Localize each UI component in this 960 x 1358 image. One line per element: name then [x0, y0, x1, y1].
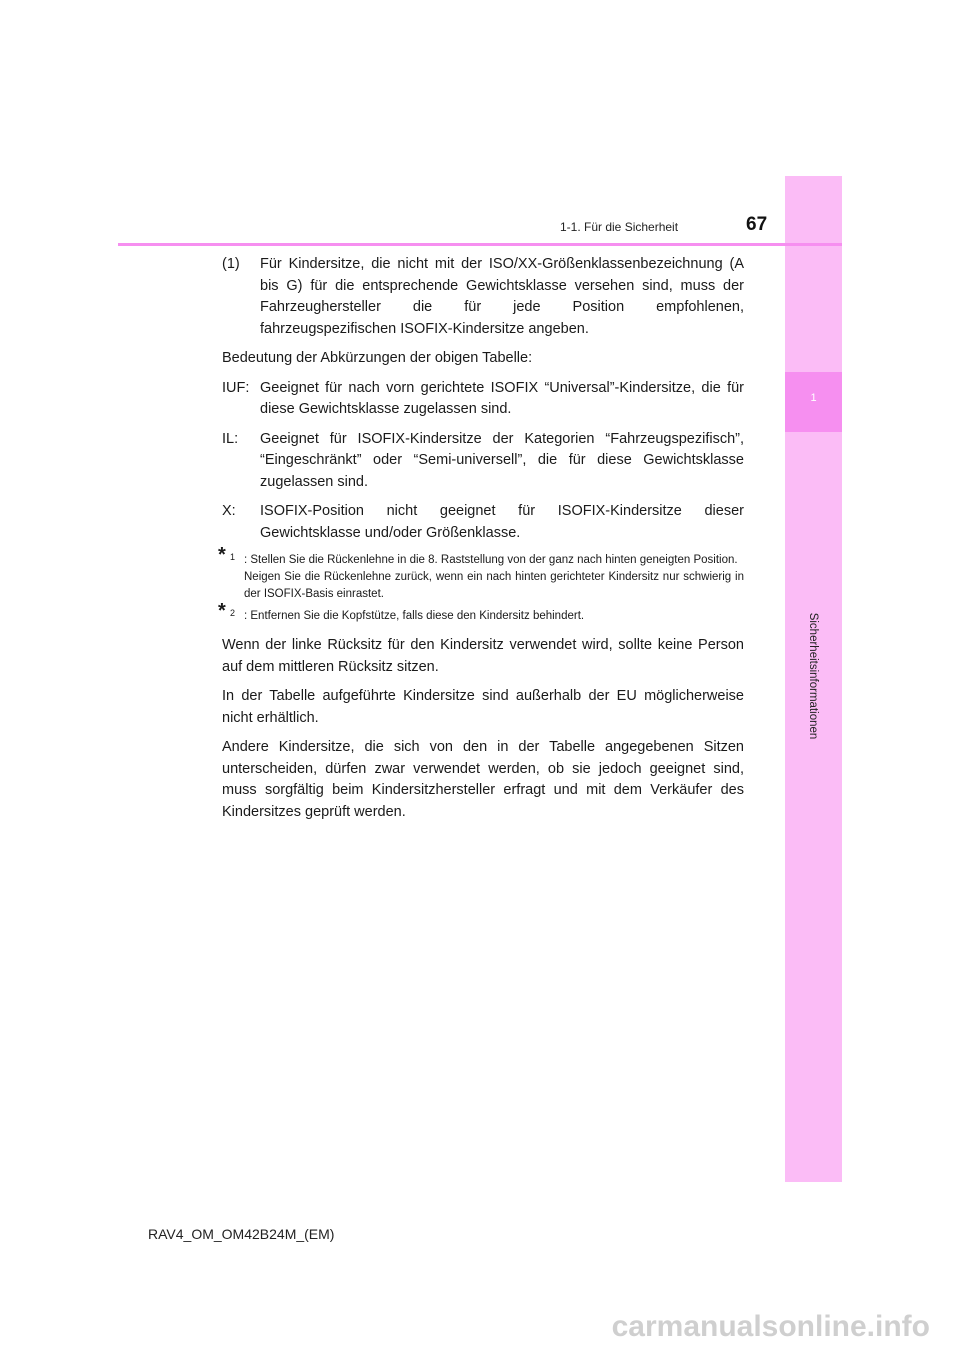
- section-title: 1-1. Für die Sicherheit: [560, 220, 679, 234]
- footnote-text: : Stellen Sie die Rückenlehne in die 8. Raststellung von der ganz nach hinten geneigten Position.: [244, 554, 738, 566]
- chapter-sidetab: [785, 176, 842, 1182]
- footnote-2: [218, 600, 744, 625]
- abbreviation-x: [222, 501, 744, 544]
- footnote-1: [218, 544, 744, 603]
- abbreviation-label: X:: [222, 503, 236, 519]
- document-code: RAV4_OM_OM42B24M_(EM): [148, 1226, 335, 1242]
- item-label: (1): [222, 256, 240, 272]
- footnote-text: : Entfernen Sie die Kopfstütze, falls diese den Kindersitz behindert.: [244, 610, 585, 622]
- abbreviation-text: Geeignet für ISOFIX-Kindersitze der Kategorien “Fahrzeugspezifisch”, “Eingeschränkt” oder “Semi-universell”, die für diese Gewichtsklasse zugelassen sind.: [260, 430, 744, 490]
- footnote-mark: [218, 600, 244, 625]
- abbreviation-label: IUF:: [222, 379, 250, 396]
- paragraph: Wenn der linke Rücksitz für den Kindersitz verwendet wird, sollte keine Person auf dem mittleren Rücksitz sitzen.: [222, 637, 744, 675]
- chapter-title: Sicherheitsinformationen: [807, 612, 819, 740]
- abbreviation-label: IL:: [222, 430, 239, 447]
- item-text: Für Kindersitze, die nicht mit der ISO/XX-Größenklassenbezeichnung (A bis G) für die entsprechende Gewichtsklasse versehen sind, muss der Fahrzeughersteller die für jede Position empfohlenen, fahrzeugspezifischen ISOFIX-Kindersitze angeben.: [260, 256, 744, 337]
- list-item: [222, 254, 744, 340]
- abbreviation-il: [222, 429, 744, 494]
- header-rule: [118, 243, 842, 246]
- page-body: [218, 254, 744, 831]
- abbreviation-text: ISOFIX-Position nicht geeignet für ISOFIX-Kindersitze dieser Gewichtsklasse und/oder Größenklasse.: [260, 503, 744, 541]
- footnotes: [218, 544, 744, 625]
- abbreviation-text: Geeignet für nach vorn gerichtete ISOFIX “Universal”-Kindersitze, die für diese Gewichtsklasse zugelassen sind.: [260, 379, 744, 417]
- paragraph: In der Tabelle aufgeführte Kindersitze sind außerhalb der EU möglicherweise nicht erhältlich.: [222, 688, 744, 726]
- footnote-text-continued: Neigen Sie die Rückenlehne zurück, wenn ein nach hinten gerichteter Kindersitz nur schwierig in der ISOFIX-Basis einrastet.: [244, 571, 744, 600]
- legend-title: Bedeutung der Abkürzungen der obigen Tabelle:: [222, 350, 533, 366]
- chapter-marker: [785, 372, 842, 432]
- chapter-number: 1: [810, 392, 817, 404]
- footnote-number: 1: [230, 552, 236, 562]
- watermark: carmanualsonline.info: [611, 1310, 930, 1343]
- footnote-mark: [218, 544, 244, 603]
- asterisk-icon: *: [218, 544, 226, 566]
- abbreviation-iuf: [222, 378, 744, 421]
- paragraph: Andere Kindersitze, die sich von den in der Tabelle angegebenen Sitzen unterscheiden, dürfen zwar verwendet werden, ob sie jedoch geeignet sind, muss sorgfältig beim Kindersitzhersteller erfragt und mit dem Verkäufer des Kindersitzes geprüft werden.: [222, 739, 744, 820]
- asterisk-icon: *: [218, 600, 226, 622]
- page-number: 67: [746, 214, 768, 235]
- footnote-number: 2: [230, 608, 236, 618]
